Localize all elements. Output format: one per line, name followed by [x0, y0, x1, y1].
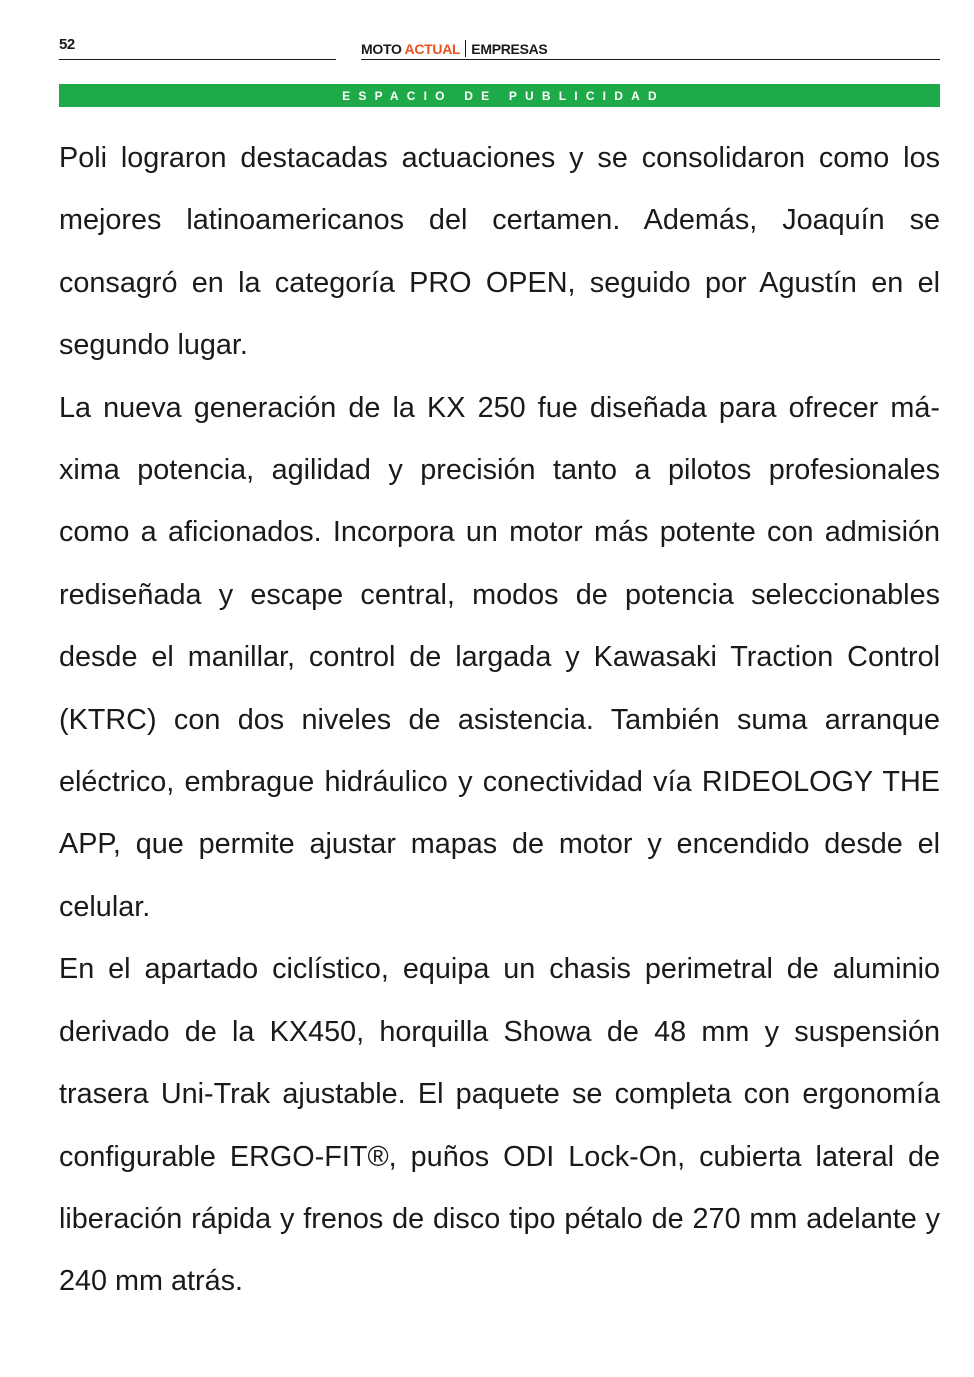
- page-number: 52: [59, 36, 75, 53]
- article-paragraph-2: La nueva generación de la KX 250 fue diseñada para ofrecer máxima potencia, agilidad y precisión tanto a pilotos profesionales como a aficionados. Incorpora un motor más potente con admisión rediseñada y escape central, modos de potencia seleccionables desde el manillar, control de largada y Kawasaki Traction Control (KTRC) con dos niveles de asistencia. También suma arranque eléctrico, embrague hidráulico y conectividad vía RIDEOLOGY THE APP, que permite ajustar mapas de motor y encendido desde el celular.: [59, 391, 940, 923]
- masthead: [361, 40, 547, 57]
- article-paragraph-1: Poli lograron destacadas actuaciones y se consolidaron como los mejores latinoamericanos del certamen. Además, Joaquín se consagró en la categoría PRO OPEN, seguido por Agustín en el segundo lugar.: [59, 142, 940, 362]
- article-paragraph-3: En el apartado ciclístico, equipa un chasis perimetral de aluminio derivado de la KX450, horquilla Showa de 48 mm y suspensión trasera Uni-Trak ajustable. El paquete se completa con ergonomía configurable ERGO-FIT®, puños ODI Lock-On, cubierta lateral de liberación rápida y frenos de disco tipo pétalo de 270 mm adelante y 240 mm atrás.: [59, 953, 940, 1298]
- masthead-moto: MOTO: [361, 41, 402, 57]
- header-rule-right: [361, 59, 940, 60]
- masthead-divider: [465, 40, 466, 57]
- advertising-banner: [59, 84, 940, 107]
- masthead-section: EMPRESAS: [471, 41, 548, 57]
- masthead-actual: ACTUAL: [404, 41, 461, 57]
- page-header: [59, 34, 940, 62]
- advertising-banner-label: ESPACIO DE PUBLICIDAD: [342, 88, 665, 103]
- header-rule-left: [59, 59, 336, 60]
- article-body: [59, 127, 940, 1313]
